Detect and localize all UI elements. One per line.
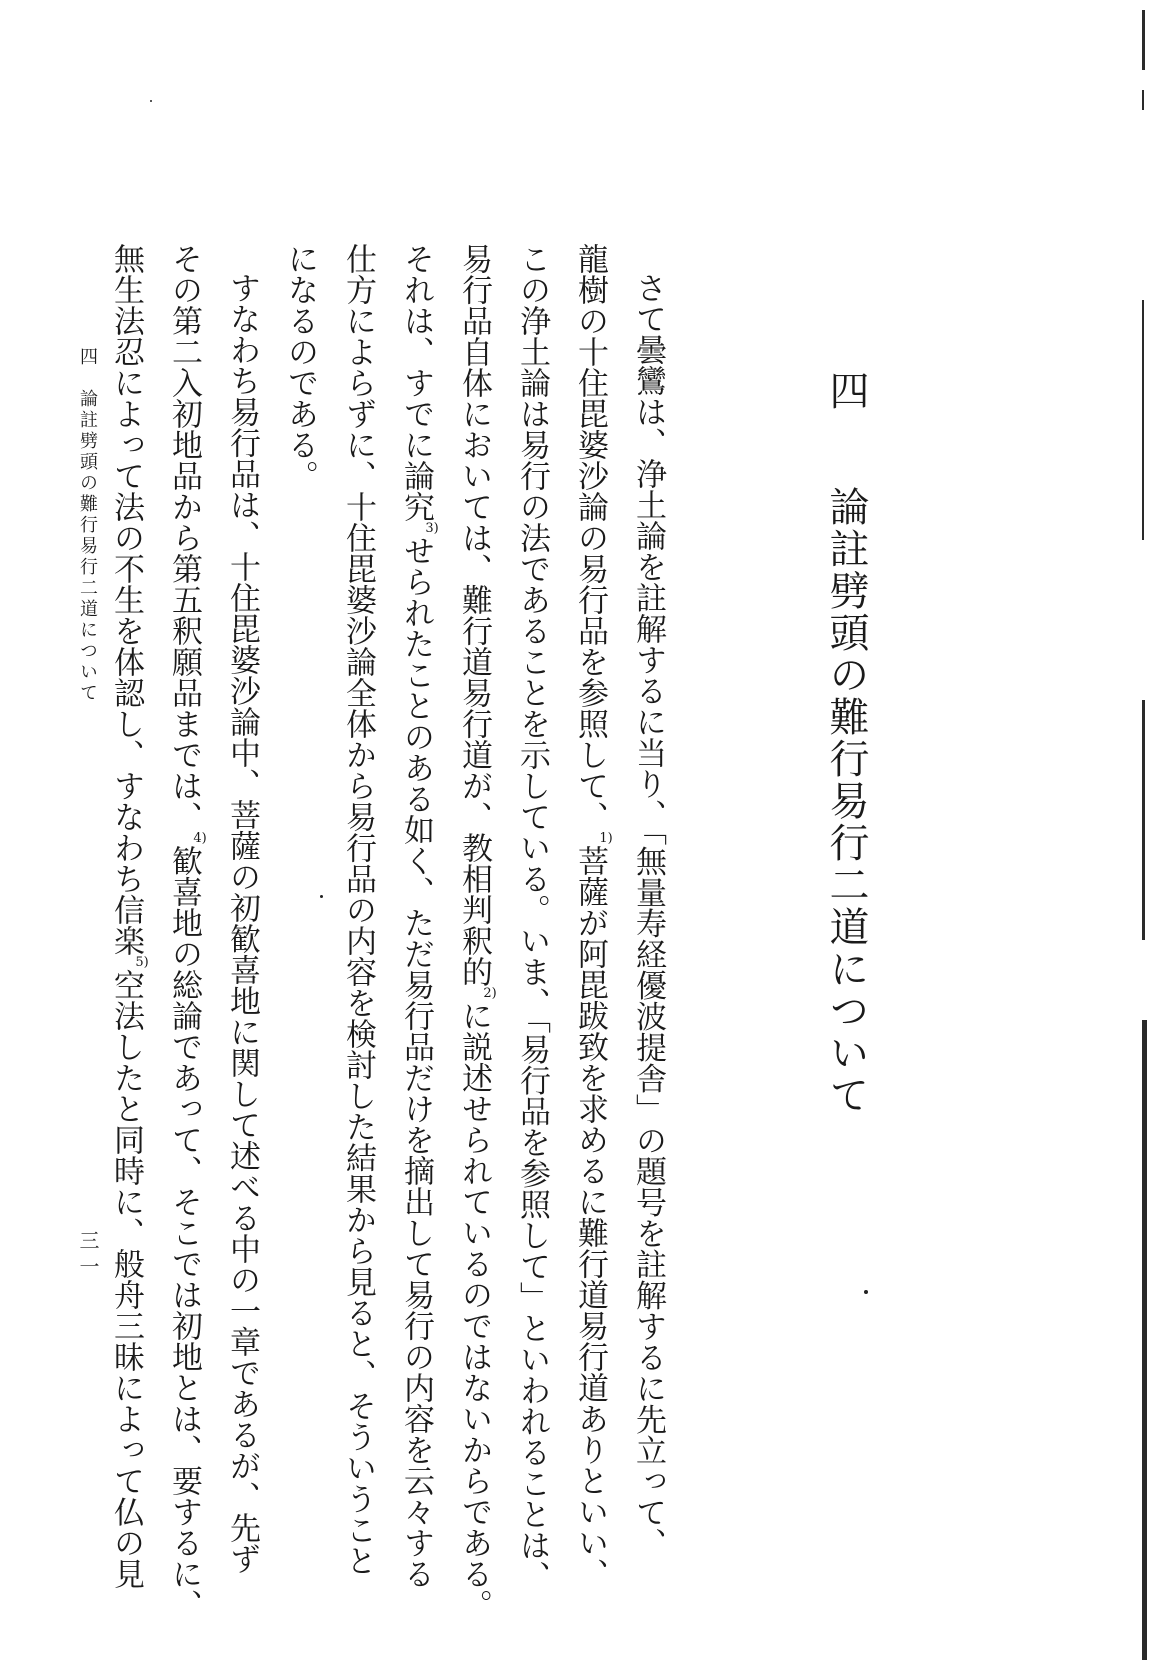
scan-edge: [1128, 0, 1168, 1652]
body-line-10: [108, 243, 149, 1589]
footnote-marker: 5): [135, 955, 149, 970]
body-line-text: その第二入初地品から第五釈願品までは、: [166, 243, 202, 832]
scan-speck: [864, 1290, 868, 1294]
body-line-3: [514, 243, 550, 1592]
section-title: 論註劈頭の難行易行二道について: [823, 486, 869, 1116]
body-line-text: 無生法忍によって法の不生を体認し、すなわち信楽: [108, 243, 144, 956]
body-line-6: [340, 243, 376, 1576]
body-line-8: [224, 272, 260, 1574]
footnote-marker: 1): [599, 831, 613, 846]
scan-speck: [150, 100, 152, 102]
body-line-text: 歓喜地の総論であって、そこでは初地とは、要するに、: [166, 845, 202, 1620]
body-line-4: [456, 243, 497, 1620]
section-heading: [823, 370, 869, 1116]
body-line-text: それは、すでに論究: [398, 243, 434, 522]
body-line-text: 空法したと同時に、般舟三昧によって仏の見: [108, 969, 144, 1589]
body-line-text: 易行品自体においては、難行道易行道が、教相判釈的: [456, 243, 492, 987]
body-line-text: せられたことのある如く、ただ易行品だけを摘出して易行の内容を云々する: [398, 535, 434, 1589]
page-number: 三一: [76, 1230, 100, 1282]
body-line-text: 仕方によらずに、十住毘婆沙論全体から易行品の内容を検討した結果から見ると、そういうこと: [340, 243, 376, 1576]
running-head: 四 論註劈頭の難行易行二道について: [77, 347, 98, 704]
section-number: 四: [823, 370, 869, 412]
body-line-text: すなわち易行品は、十住毘婆沙論中、菩薩の初歓喜地に関して述べる中の一章であるが、先ず: [224, 272, 260, 1574]
body-line-9: [166, 243, 207, 1620]
body-line-2: [572, 243, 613, 1589]
scan-speck: [320, 895, 323, 898]
body-line-5: [398, 243, 439, 1589]
body-line-text: 菩薩が阿毘跋致を求めるに難行道易行道ありといい、: [572, 845, 608, 1589]
body-line-text: に説述せられているのではないからである。: [456, 1000, 492, 1620]
body-line-text: この浄土論は易行の法であることを示している。いま、「易行品を参照して」といわれることは、: [514, 243, 550, 1592]
footnote-marker: 3): [425, 521, 439, 536]
body-line-text: さて曇鸞は、浄土論を註解するに当り、「無量寿経優波提舎」の題号を註解するに先立って、: [630, 272, 666, 1559]
footnote-marker: 4): [193, 831, 207, 846]
body-line-1: [630, 272, 666, 1559]
body-line-text: 龍樹の十住毘婆沙論の易行品を参照して、: [572, 243, 608, 832]
body-line-7: [282, 243, 318, 491]
body-line-text: になるのである。: [282, 243, 318, 491]
footnote-marker: 2): [483, 986, 497, 1001]
